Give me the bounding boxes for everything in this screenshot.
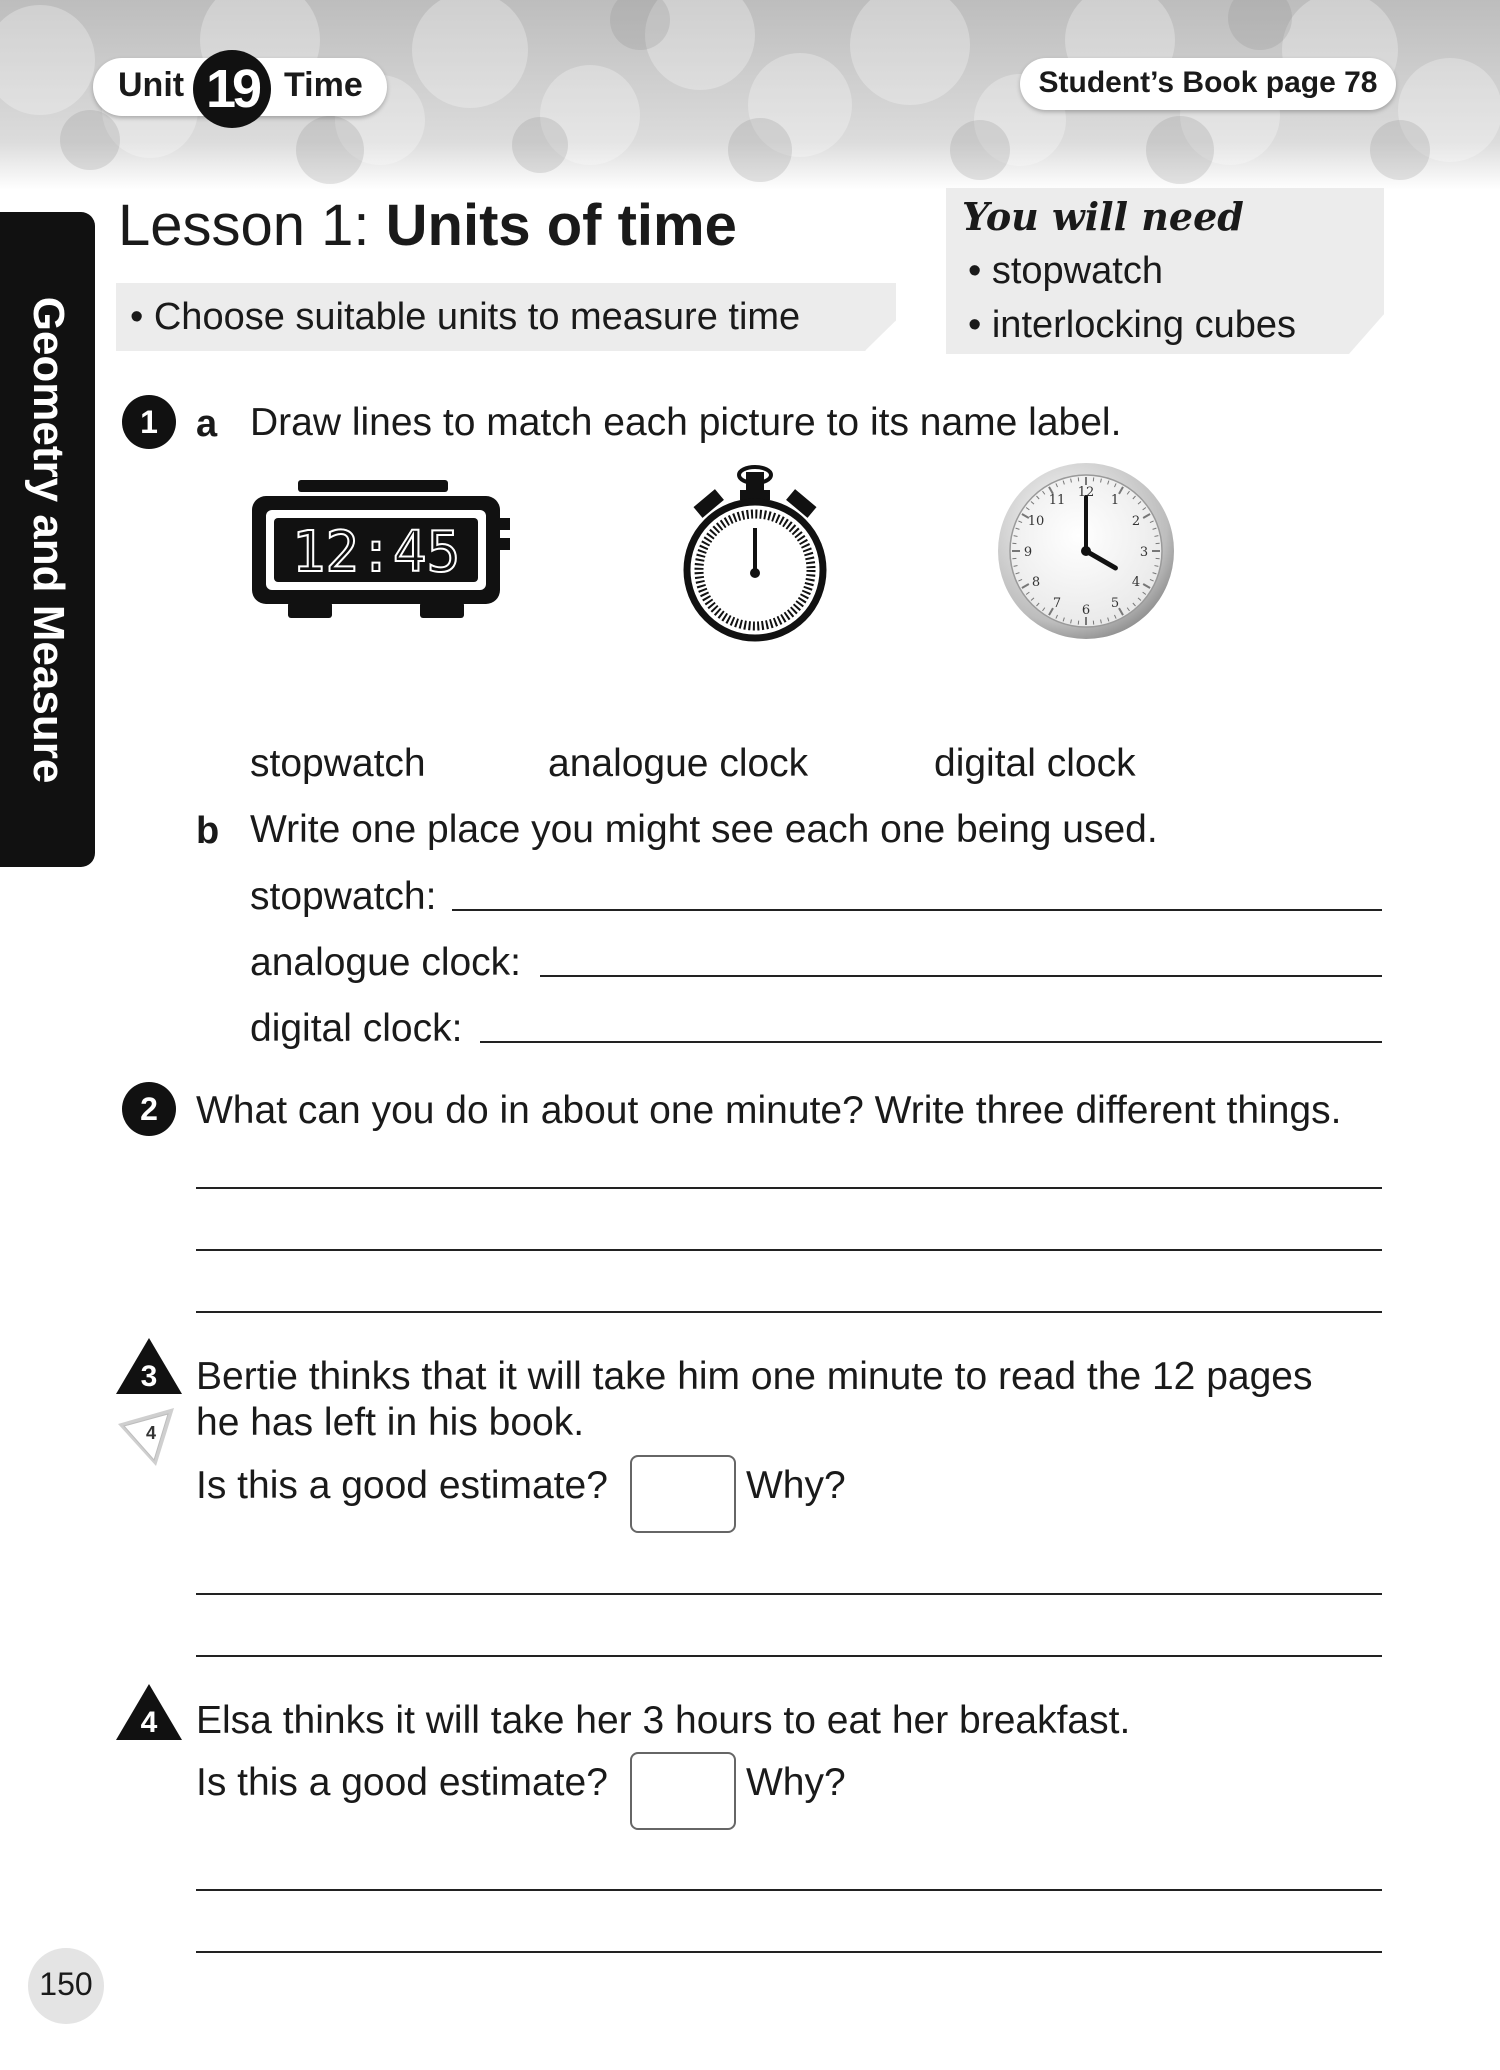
q4-estimate-answer-box[interactable] (630, 1752, 736, 1830)
lesson-name: Units of time (385, 193, 737, 258)
need-item: • interlocking cubes (968, 304, 1297, 346)
q3-estimate-question: Is this a good estimate? (196, 1464, 608, 1507)
svg-text:2: 2 (1131, 514, 1141, 529)
svg-text:7: 7 (1052, 596, 1062, 611)
side-tab-label: Geometry and Measure (24, 296, 73, 784)
svg-text:1: 1 (1110, 493, 1120, 508)
answer-line[interactable] (196, 1951, 1382, 1953)
part-a-letter: a (196, 403, 218, 445)
digital-clock-display: 12:45 (291, 520, 461, 585)
q3-estimate-answer-box[interactable] (630, 1455, 736, 1533)
svg-text:4: 4 (1131, 575, 1141, 590)
svg-text:3: 3 (1139, 545, 1149, 560)
linked-question-4-marker (114, 1404, 180, 1470)
q1b-instruction: Write one place you might see each one being used. (250, 808, 1158, 851)
unit-label: Unit (118, 66, 185, 104)
answer-line-digital-clock[interactable] (480, 1041, 1382, 1043)
part-b-letter: b (196, 810, 220, 852)
q3-why: Why? (746, 1464, 846, 1507)
svg-text:8: 8 (1031, 575, 1041, 590)
you-will-need-title: You will need (962, 194, 1244, 239)
unit-number-badge: 19 (193, 50, 271, 128)
answer-line[interactable] (196, 1655, 1382, 1657)
question-number-1: 1 (122, 395, 176, 449)
students-book-reference: Student’s Book page 78 (1038, 66, 1378, 99)
linked-question-number: 4 (145, 1423, 157, 1443)
svg-text:12: 12 (1077, 485, 1095, 500)
q3-text-line2: he has left in his book. (196, 1401, 585, 1444)
analogue-clock-icon[interactable] (995, 460, 1177, 642)
question-number-2: 2 (122, 1082, 176, 1136)
svg-text:9: 9 (1023, 545, 1033, 560)
page-number: 150 (39, 1966, 93, 2002)
digital-clock-icon[interactable] (248, 478, 518, 624)
question-number-4: 4 (140, 1706, 158, 1739)
q4-text: Elsa thinks it will take her 3 hours to eat her breakfast. (196, 1699, 1131, 1742)
answer-line[interactable] (196, 1311, 1382, 1313)
answer-line[interactable] (196, 1187, 1382, 1189)
question-number-3: 3 (140, 1360, 158, 1393)
stopwatch-icon[interactable] (670, 460, 830, 645)
lesson-objective: • Choose suitable units to measure time (130, 296, 801, 338)
unit-title: Time (284, 66, 363, 104)
answer-line[interactable] (196, 1593, 1382, 1595)
answer-line-analogue-clock[interactable] (540, 975, 1382, 977)
answer-line[interactable] (196, 1249, 1382, 1251)
prompt-digital-clock: digital clock: (250, 1007, 463, 1050)
prompt-stopwatch: stopwatch: (250, 875, 437, 918)
q3-text-line1: Bertie thinks that it will take him one minute to read the 12 pages (196, 1355, 1313, 1398)
label-digital-clock: digital clock (934, 742, 1136, 785)
answer-line-stopwatch[interactable] (452, 909, 1382, 911)
svg-text:10: 10 (1027, 514, 1045, 529)
lesson-title (118, 192, 737, 259)
label-stopwatch: stopwatch (250, 742, 426, 785)
answer-line[interactable] (196, 1889, 1382, 1891)
label-analogue-clock: analogue clock (548, 742, 809, 785)
q4-estimate-question: Is this a good estimate? (196, 1761, 608, 1804)
need-item: • stopwatch (968, 250, 1163, 292)
svg-text:5: 5 (1110, 596, 1120, 611)
svg-text:11: 11 (1048, 493, 1066, 508)
q1a-instruction: Draw lines to match each picture to its name label. (250, 401, 1122, 444)
svg-text:6: 6 (1081, 603, 1091, 618)
q2-text: What can you do in about one minute? Write three different things. (196, 1089, 1342, 1132)
lesson-prefix: Lesson 1: (118, 193, 370, 258)
q4-why: Why? (746, 1761, 846, 1804)
prompt-analogue-clock: analogue clock: (250, 941, 522, 984)
